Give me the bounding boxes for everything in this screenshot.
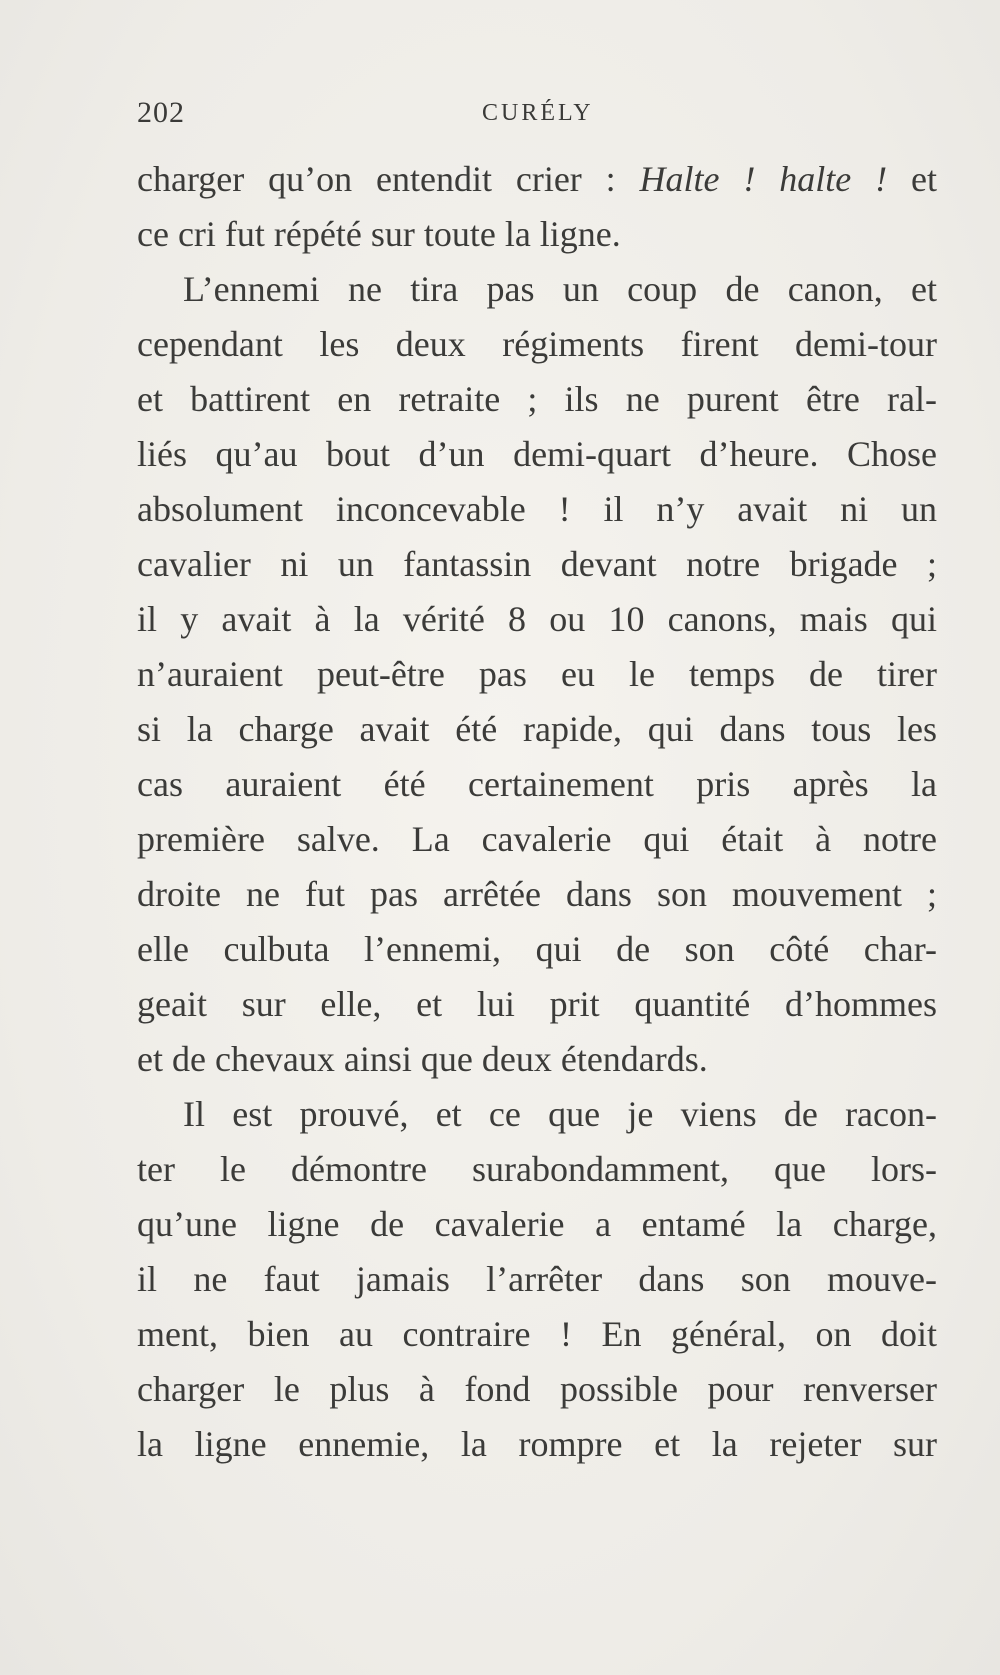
text-line: cas auraient été certainement pris après la [137,764,937,804]
page-number: 202 [137,96,185,129]
text-line: droite ne fut pas arrêtée dans son mouvement ; [137,874,937,914]
text-line: geait sur elle, et lui prit quantité d’hommes [137,984,937,1024]
text-line: ter le démontre surabondamment, que lors- [137,1149,937,1189]
text-line: et battirent en retraite ; ils ne purent être ral- [137,379,937,419]
text-line: liés qu’au bout d’un demi-quart d’heure. Chose [137,434,937,474]
text-line: cavalier ni un fantassin devant notre brigade ; [137,544,937,584]
text-line: première salve. La cavalerie qui était à notre [137,819,937,859]
running-head: CURÉLY [482,100,594,126]
text-segment: et [887,159,937,199]
text-line: elle culbuta l’ennemi, qui de son côté char- [137,929,937,969]
text-line: la ligne ennemie, la rompre et la rejeter sur [137,1424,937,1464]
text-line: il ne faut jamais l’arrêter dans son mouve- [137,1259,937,1299]
body-text [137,152,937,1472]
text-segment: charger qu’on entendit crier : [137,159,640,199]
text-line: absolument inconcevable ! il n’y avait ni un [137,489,937,529]
paragraph-start-line: L’ennemi ne tira pas un coup de canon, et [183,269,937,309]
text-line: ment, bien au contraire ! En général, on doit [137,1314,937,1354]
text-line: ce cri fut répété sur toute la ligne. [137,214,621,254]
text-line: qu’une ligne de cavalerie a entamé la charge, [137,1204,937,1244]
text-line [137,152,937,207]
text-line: charger le plus à fond possible pour renverser [137,1369,937,1409]
italic-exclamation: Halte ! halte ! [639,159,888,199]
text-line: n’auraient peut-être pas eu le temps de tirer [137,654,937,694]
paragraph-start-line: Il est prouvé, et ce que je viens de racon- [183,1094,937,1134]
page-header [137,96,937,136]
text-line: si la charge avait été rapide, qui dans tous les [137,709,937,749]
text-line: et de chevaux ainsi que deux étendards. [137,1039,708,1079]
text-line: cependant les deux régiments firent demi-tour [137,324,937,364]
text-line: il y avait à la vérité 8 ou 10 canons, mais qui [137,599,937,639]
